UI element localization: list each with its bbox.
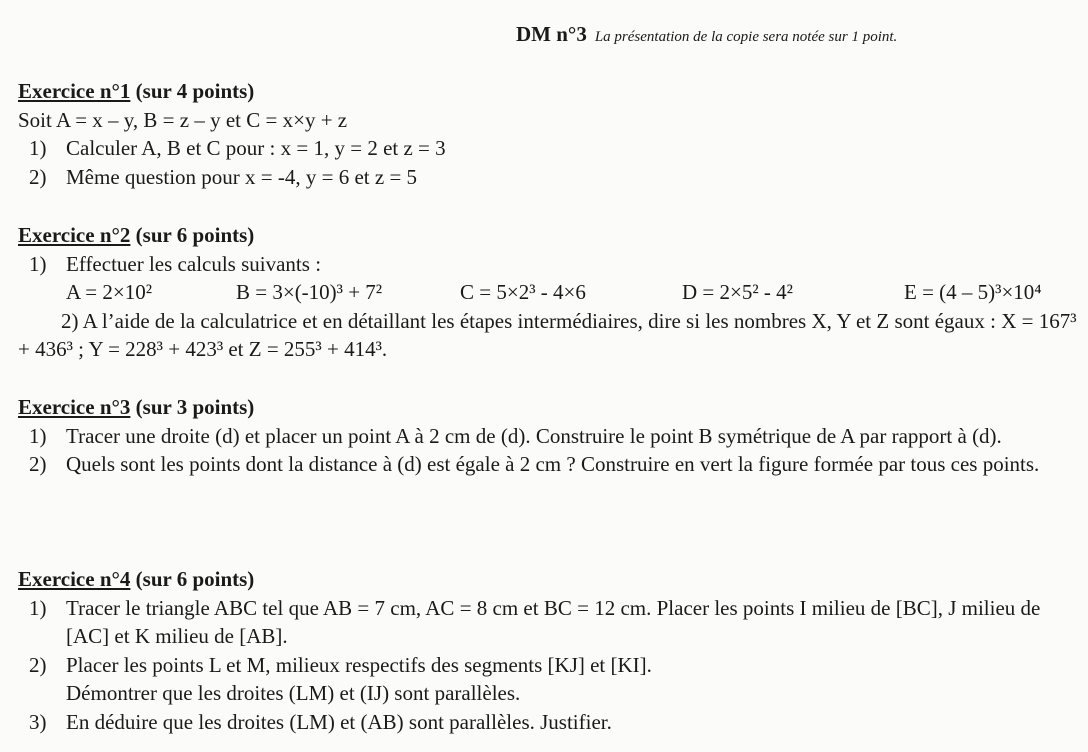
- calc-b: B = 3×(-10)³ + 7²: [236, 280, 383, 304]
- exercise-4-item-3: 3) En déduire que les droites (LM) et (AB) sont parallèles. Justifier.: [29, 709, 612, 734]
- exercise-4-item-1: 1) Tracer le triangle ABC tel que AB = 7 cm, AC = 8 cm et BC = 12 cm. Placer les points I milieu de [BC], J milieu de [AC] et K milieu de [AB].: [29, 595, 1041, 648]
- document-title: DM n°3: [516, 22, 587, 46]
- calc-c: C = 5×2³ - 4×6: [460, 280, 586, 304]
- document-header: [516, 22, 897, 47]
- exercise-1-title: Exercice n°1 (sur 4 points): [18, 79, 255, 103]
- calc-d: D = 2×5² - 4²: [682, 280, 793, 304]
- exercise-4-title: Exercice n°4 (sur 6 points): [18, 567, 255, 591]
- exercise-3: [18, 393, 1080, 479]
- exercise-3-item-2: 2) Quels sont les points dont la distance à (d) est égale à 2 cm ? Construire en vert la figure formée par tous ces points.: [29, 452, 1040, 476]
- exercise-3-item-1: 1) Tracer une droite (d) et placer un point A à 2 cm de (d). Construire le point B symétrique de A par rapport à (d).: [29, 423, 1002, 448]
- calculations-row: [18, 278, 1080, 307]
- exercise-1: [18, 77, 1080, 191]
- exercise-2-title: Exercice n°2 (sur 6 points): [18, 223, 255, 247]
- exercise-2-item-1: 1) Effectuer les calculs suivants :: [29, 251, 322, 276]
- calc-e: E = (4 – 5)³×10⁴: [904, 280, 1042, 304]
- exercise-1-item-2: 2) Même question pour x = -4, y = 6 et z = 5: [29, 164, 418, 189]
- exercise-1-intro: Soit A = x – y, B = z – y et C = x×y + z: [18, 107, 348, 132]
- exercise-4: [18, 565, 1080, 736]
- exercise-4-item-2: 2) Placer les points L et M, milieux respectifs des segments [KJ] et [KI]. Démontrer que les droites (LM) et (IJ) sont parallèles.: [29, 652, 652, 705]
- calc-a: A = 2×10²: [66, 280, 152, 304]
- exercise-1-item-1: 1) Calculer A, B et C pour : x = 1, y = 2 et z = 3: [29, 136, 446, 160]
- presentation-note: La présentation de la copie sera notée sur 1 point.: [594, 29, 898, 45]
- exercise-2: [18, 221, 1080, 364]
- exercise-3-title: Exercice n°3 (sur 3 points): [18, 395, 255, 419]
- exercise-2-item-2: 2) A l’aide de la calculatrice et en détaillant les étapes intermédiaires, dire si les nombres X, Y et Z sont égaux : X = 167³ + 436³ ; Y = 228³ + 423³ et Z = 255³ + 414³.: [18, 308, 1077, 361]
